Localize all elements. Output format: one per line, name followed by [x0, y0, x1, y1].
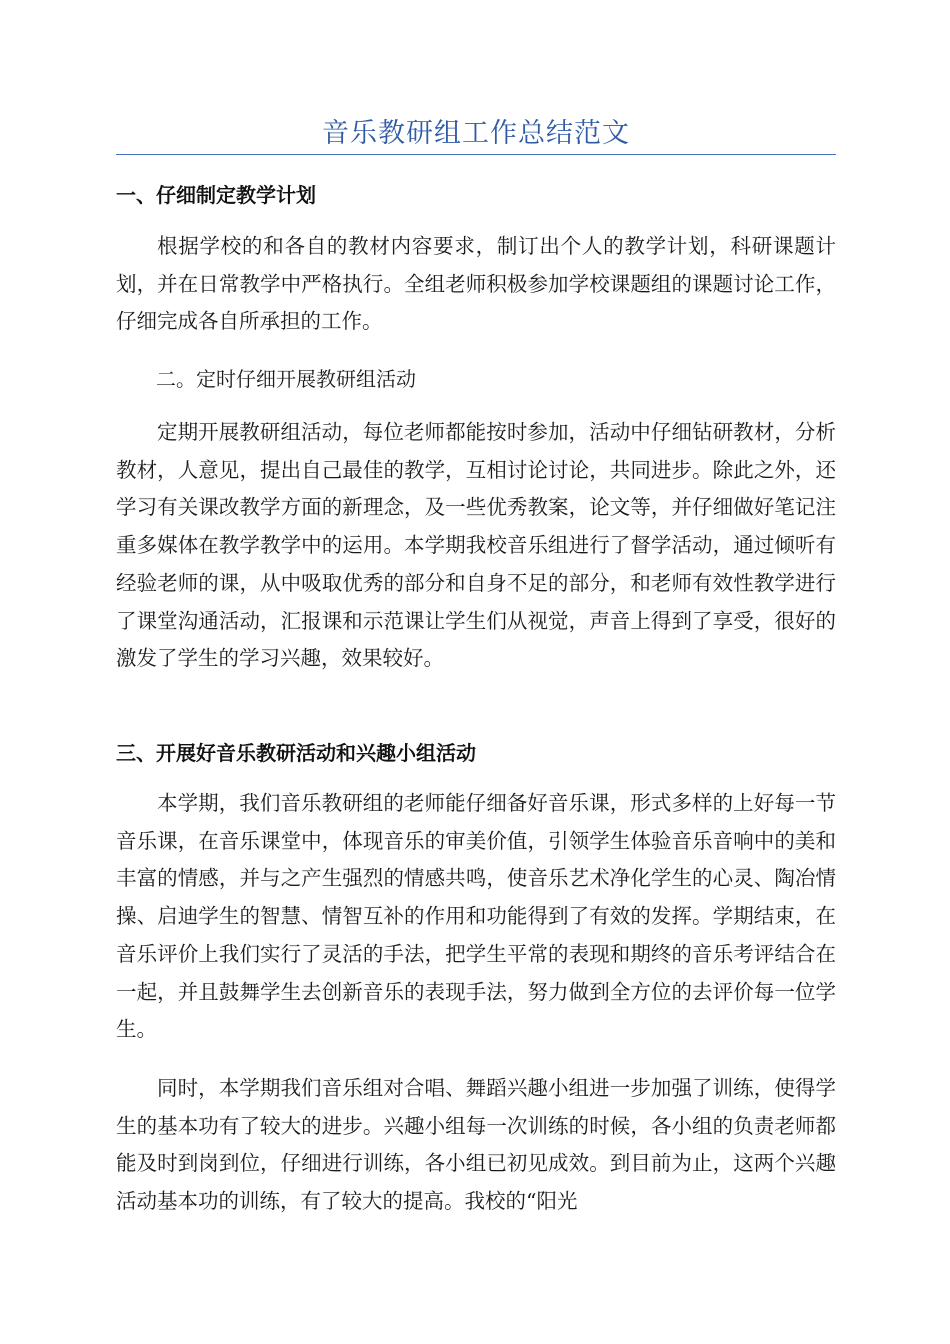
section2-paragraph: 定期开展教研组活动，每位老师都能按时参加，活动中仔细钻研教材，分析教材，人意见，提出自己最佳的教学，互相讨论讨论，共同进步。除此之外，还学习有关课改教学方面的新理念，及一些优秀教案，论文等，并仔细做好笔记注重多媒体在教学教学中的运用。本学期我校音乐组进行了督学活动，通过倾听有经验老师的课，从中吸取优秀的部分和自身不足的部分，和老师有效性教学进行了课堂沟通活动，汇报课和示范课让学生们从视觉，声音上得到了享受，很好的激发了学生的学习兴趣，效果较好。 — [116, 420, 836, 671]
section3-paragraph-2: 同时，本学期我们音乐组对合唱、舞蹈兴趣小组进一步加强了训练，使得学生的基本功有了较大的进步。兴趣小组每一次训练的时候，各小组的负责老师都能及时到岗到位，仔细进行训练，各小组已初见成效。到目前为止，这两个兴趣活动基本功的训练，有了较大的提高。我校的“阳光 — [116, 1076, 836, 1214]
section3-heading: 三、开展好音乐教研活动和兴趣小组活动 — [116, 741, 476, 765]
section1-paragraph: 根据学校的和各自的教材内容要求，制订出个人的教学计划，科研课题计划，并在日常教学中严格执行。全组老师积极参加学校课题组的课题讨论工作，仔细完成各自所承担的工作。 — [116, 234, 836, 334]
title-underline — [116, 154, 836, 155]
section2-heading: 二。定时仔细开展教研组活动 — [156, 367, 416, 391]
document-title: 音乐教研组工作总结范文 — [322, 118, 630, 149]
section1-heading: 一、仔细制定教学计划 — [116, 183, 316, 207]
section3-paragraph-1: 本学期，我们音乐教研组的老师能仔细备好音乐课，形式多样的上好每一节音乐课，在音乐课堂中，体现音乐的审美价值，引领学生体验音乐音响中的美和丰富的情感，并与之产生强烈的情感共鸣，使音乐艺术净化学生的心灵、陶冶情操、启迪学生的智慧、情智互补的作用和功能得到了有效的发挥。学期结束，在音乐评价上我们实行了灵活的手法，把学生平常的表现和期终的音乐考评结合在一起，并且鼓舞学生去创新音乐的表现手法，努力做到全方位的去评价每一位学生。 — [116, 791, 836, 1042]
